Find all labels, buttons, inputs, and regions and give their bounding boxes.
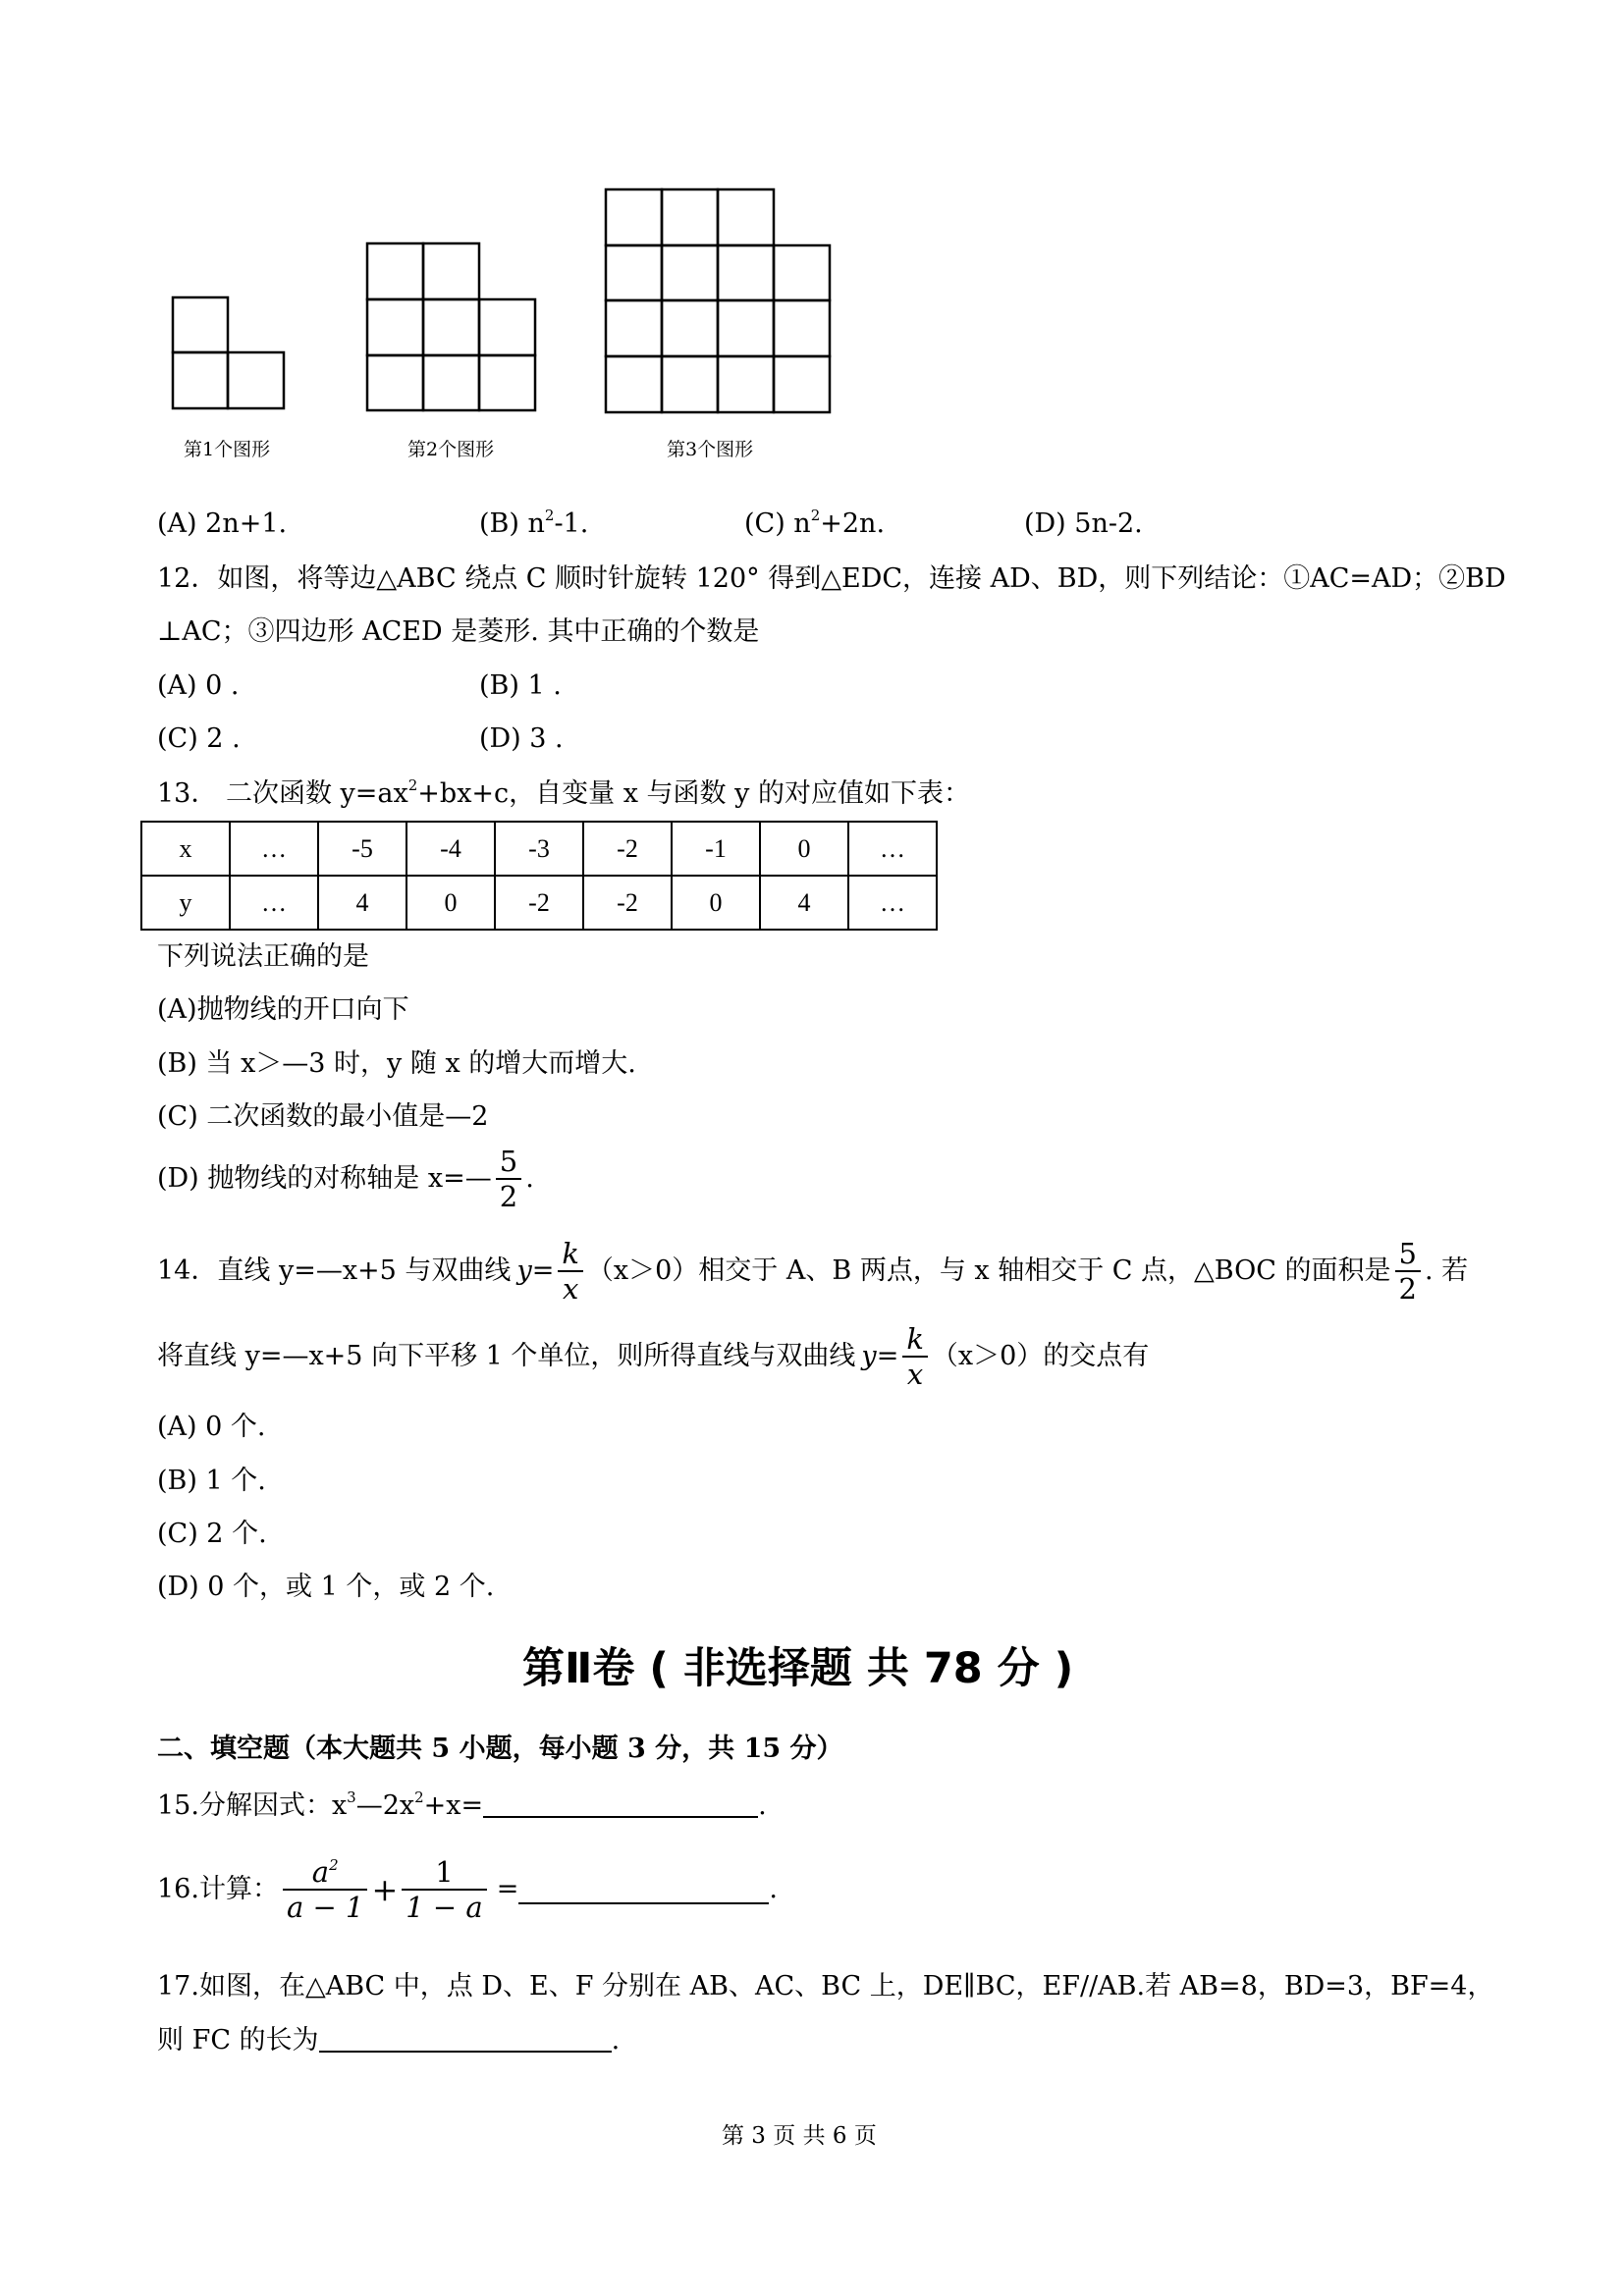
q11-option-a: (A) 2n+1. — [157, 508, 288, 539]
q13-value-table — [140, 821, 938, 931]
table-cell: -3 — [495, 822, 583, 876]
q11-option-c: (C) $n^2+2n$. — [744, 507, 886, 539]
q13-option-b: (B) 当 x＞—3 时，y 随 x 的增大而增大. — [157, 1048, 636, 1079]
table-cell: … — [848, 876, 937, 930]
table-cell: -2 — [583, 822, 672, 876]
figure-2-caption: 第2个图形 — [407, 439, 495, 460]
table-cell: -5 — [318, 822, 406, 876]
answer-blank — [319, 2023, 612, 2053]
table-cell: -4 — [406, 822, 495, 876]
figure-3 — [606, 189, 830, 412]
table-cell: -2 — [495, 876, 583, 930]
q14-stem-line1: 14．直线 y=—x+5 与双曲线 y= $\frac{k}{x}$ （x＞0）相交于 A、B 两点，与 x 轴相交于 C 点，△BOC 的面积是 $\frac{5}{2}$ . 若 — [157, 1237, 1469, 1306]
table-cell: x — [141, 822, 230, 876]
figure-2 — [367, 243, 535, 410]
q12-stem-line1: 12．如图，将等边△ABC 绕点 C 顺时针旋转 120° 得到△EDC，连接 AD、BD，则下列结论：①AC=AD；②BD — [157, 563, 1506, 594]
q14-option-d: (D) 0 个，或 1 个，或 2 个. — [157, 1572, 495, 1602]
fraction-1-over-1-minus-a: $\frac{1}{1 - a}$ — [402, 1855, 486, 1924]
q13-stem: 13． 二次函数 $y=ax^2+bx+c$，自变量 x 与函数 y 的对应值如下表： — [157, 776, 970, 809]
table-cell: -2 — [583, 876, 672, 930]
fraction-k-over-x: $\frac{k}{x}$ — [902, 1322, 928, 1391]
q11-option-d: (D) 5n-2. — [1024, 508, 1143, 539]
figure-1-caption: 第1个图形 — [184, 439, 271, 460]
table-cell: 4 — [318, 876, 406, 930]
q13-option-a: (A)抛物线的开口向下 — [157, 994, 409, 1025]
table-row-y — [141, 876, 937, 930]
q17-stem-line1: 17.如图，在△ABC 中，点 D、E、F 分别在 AB、AC、BC 上，DE∥BC，EF//AB.若 AB=8，BD=3，BF=4， — [157, 1971, 1494, 2002]
fraction-area: $\frac{5}{2}$ — [1395, 1237, 1421, 1306]
q13-prompt: 下列说法正确的是 — [157, 941, 369, 972]
table-cell: … — [848, 822, 937, 876]
table-cell: … — [230, 876, 318, 930]
q13-option-d: (D) 抛物线的对称轴是 x=— $\frac{5}{2}$ . — [157, 1145, 534, 1213]
q16-stem: 16.计算： $\frac{a^2}{a - 1}$ + $\frac{1}{1 - a}$ = . — [157, 1855, 778, 1924]
q14-option-c: (C) 2 个. — [157, 1519, 267, 1549]
q14-stem-line2: 将直线 y=—x+5 向下平移 1 个单位，则所得直线与双曲线 y= $\frac{k}{x}$ （x＞0）的交点有 — [157, 1322, 1150, 1391]
part-2-title: 第Ⅱ卷 ( 非选择题 共 78 分 ) — [522, 1644, 1074, 1693]
figure-1 — [173, 297, 284, 408]
q14-option-b: (B) 1 个. — [157, 1466, 266, 1496]
section-heading-fill-in: 二、填空题（本大题共 5 小题，每小题 3 分，共 15 分） — [157, 1734, 843, 1764]
q12-option-d: (D) 3 . — [479, 723, 564, 754]
q12-option-c: (C) 2 . — [157, 723, 241, 754]
q12-option-b: (B) 1 . — [479, 670, 562, 701]
fraction-a2-over-a-minus-1: $\frac{a^2}{a - 1}$ — [283, 1855, 367, 1924]
page-footer: 第 3 页 共 6 页 — [722, 2123, 877, 2149]
grid-figures — [0, 0, 1624, 432]
q15-stem: 15.分解因式：$x^3—2x^2+x=$ . — [157, 1789, 767, 1821]
q12-stem-line2: ⊥AC；③四边形 ACED 是菱形. 其中正确的个数是 — [157, 616, 760, 647]
table-cell: 0 — [406, 876, 495, 930]
answer-blank — [483, 1789, 758, 1818]
q14-option-a: (A) 0 个. — [157, 1412, 266, 1442]
q13-option-c: (C) 二次函数的最小值是—2 — [157, 1101, 489, 1132]
table-cell: y — [141, 876, 230, 930]
q12-option-a: (A) 0 . — [157, 670, 240, 701]
q17-stem-line2: 则 FC 的长为 . — [157, 2025, 621, 2056]
table-cell: 0 — [760, 822, 848, 876]
figure-3-caption: 第3个图形 — [667, 439, 754, 460]
table-row-x — [141, 822, 937, 876]
q11-option-b: (B) $n^2-1$. — [479, 507, 589, 539]
table-cell: … — [230, 822, 318, 876]
table-cell: 0 — [672, 876, 760, 930]
table-cell: -1 — [672, 822, 760, 876]
table-cell: 4 — [760, 876, 848, 930]
fraction: $\frac{5}{2}$ — [496, 1145, 521, 1213]
fraction-k-over-x: $\frac{k}{x}$ — [558, 1237, 583, 1306]
answer-blank — [518, 1875, 769, 1904]
